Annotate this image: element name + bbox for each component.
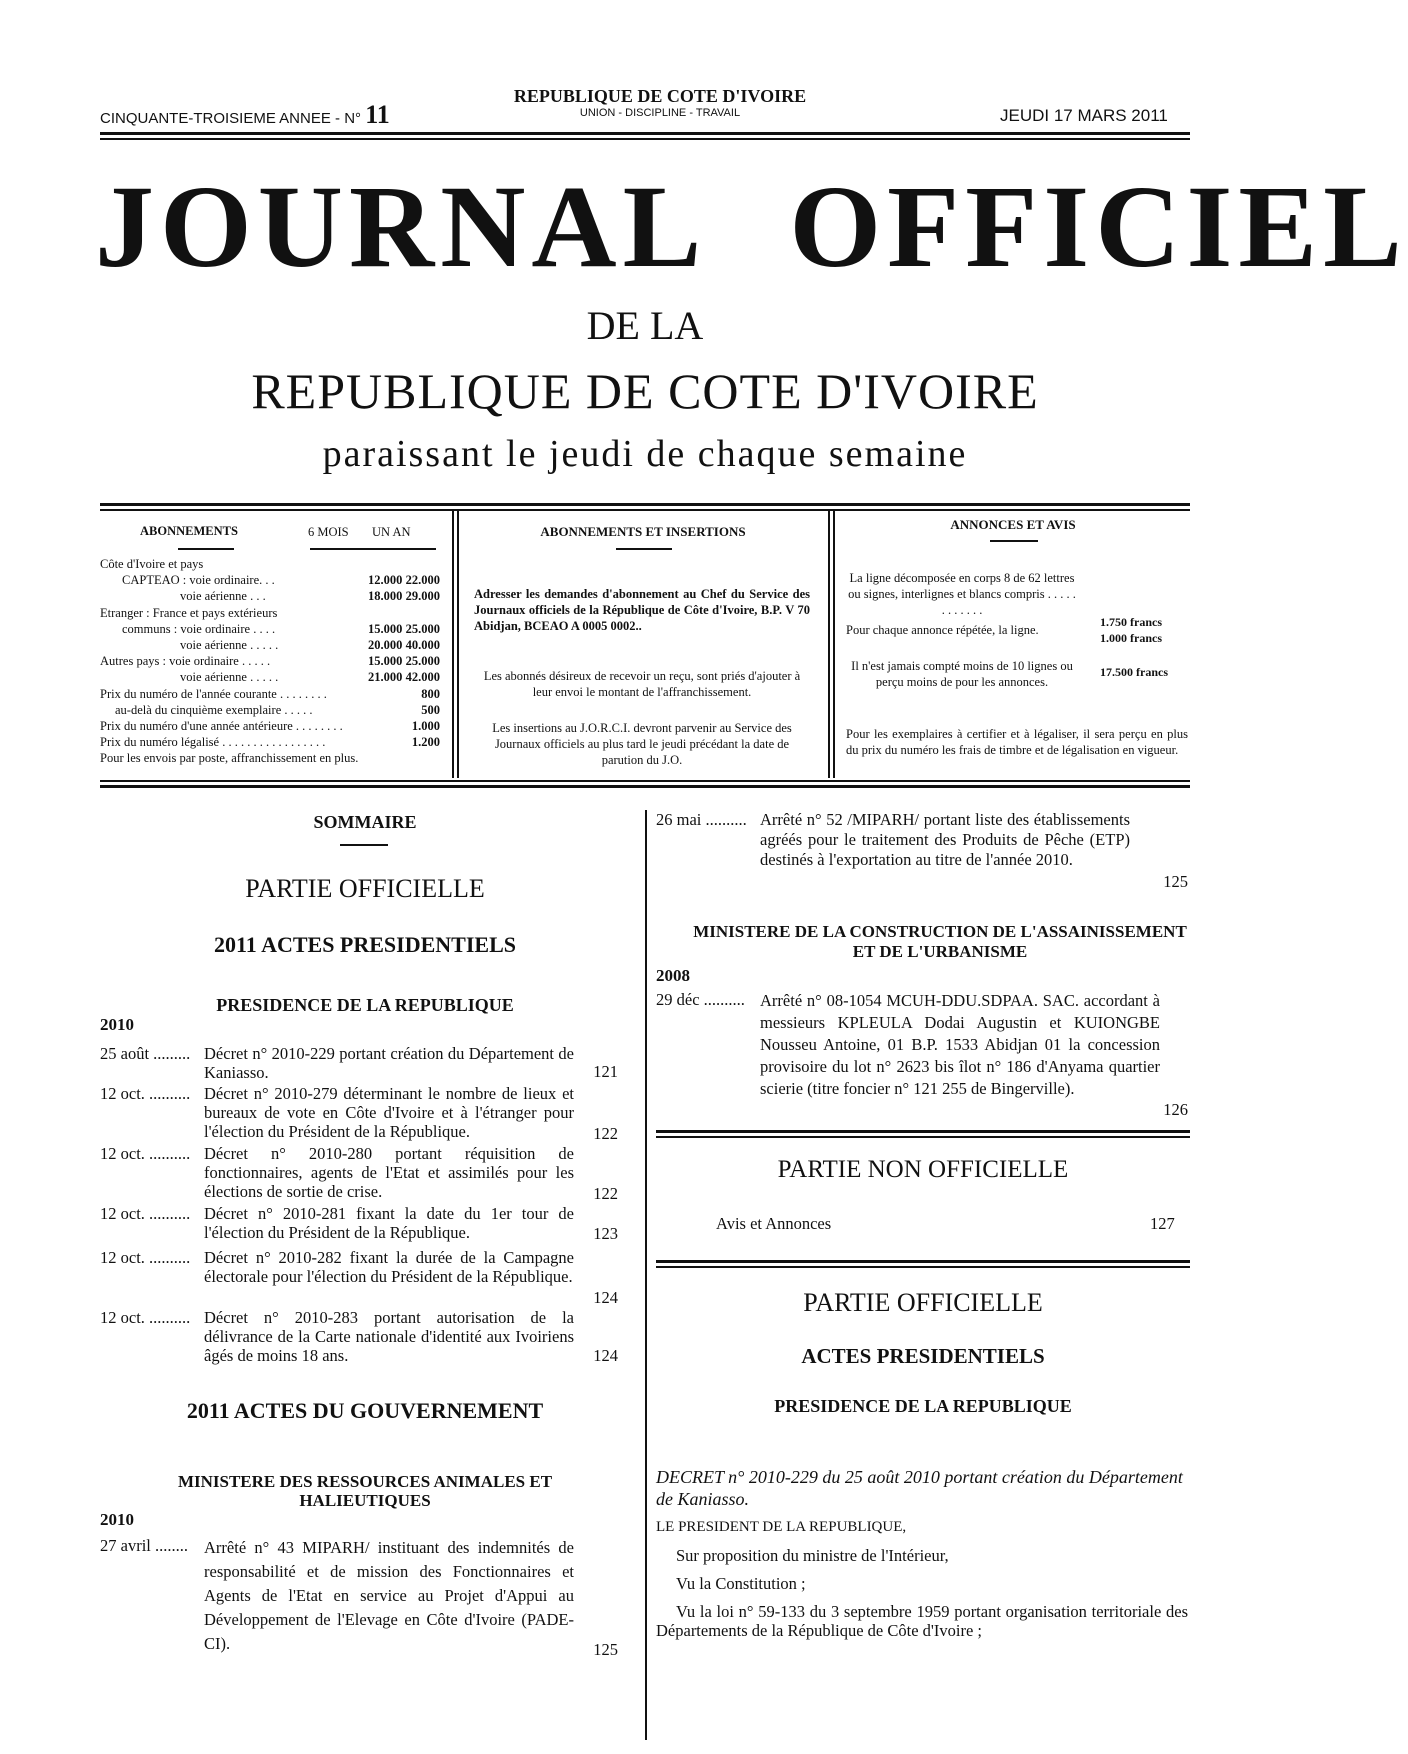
abonnement-label: voie aérienne . . . . . xyxy=(180,670,279,685)
rule-body-top xyxy=(656,1260,1190,1263)
decret-title: DECRET n° 2010-229 du 25 août 2010 portant création du Département de Kaniasso. xyxy=(656,1467,1183,1509)
abonnements-title-underline xyxy=(178,548,234,550)
box-bottom-rule xyxy=(100,785,1190,788)
entry-text: Arrêté n° 08-1054 MCUH-DDU.SDPAA. SAC. accordant à messieurs KPLEULA Dodai Augustin et KUIONGBE Nousseu Antoine, 01 B.P. 1533 Abidjan 01 la concession provisoire du lot n° 2623 bis îlot n° 186 d'Anyama quartier scierie (titre foncier n° 121 255 de Bingerville). xyxy=(760,991,1160,1098)
body-actes-presidentiels: ACTES PRESIDENTIELS xyxy=(801,1344,1045,1368)
box-divider-2b xyxy=(833,510,835,778)
masthead-word-officiel: OFFICIEL xyxy=(789,161,1408,292)
entry-date: 12 oct. .......... xyxy=(100,1248,191,1267)
rule-non-off-top xyxy=(656,1130,1190,1133)
insertions-p3: Les insertions au J.O.R.C.I. devront parvenir au Service des Journaux officiels au plus tard le jeudi précédant la date de parution du J.O. xyxy=(492,721,792,768)
body-line-3: Vu la loi n° 59-133 du 3 septembre 1959 portant organisation territoriale des Départements de la République de Côte d'Ivoire ; xyxy=(656,1602,1188,1640)
entry-text: Décret n° 2010-282 fixant la durée de la Campagne électorale pour l'élection du Président de la République. xyxy=(204,1248,574,1286)
abonnement-label: au-delà du cinquième exemplaire . . . . . xyxy=(115,702,313,717)
republic-name: REPUBLIQUE DE COTE D'IVOIRE xyxy=(513,86,807,106)
issue-date: JEUDI 17 MARS 2011 xyxy=(1000,106,1168,125)
abonnement-unan-value: 1.200 xyxy=(411,735,440,750)
abonnement-unan-value: 42.000 xyxy=(405,670,440,685)
president-line: LE PRESIDENT DE LA REPUBLIQUE, xyxy=(656,1519,907,1535)
motto: UNION - DISCIPLINE - TRAVAIL xyxy=(579,107,741,119)
entry-text: Arrêté n° 52 /MIPARH/ portant liste des établissements agréés pour le traitement des Produits de Pêche (ETP) destinés à l'exportation au titre de l'année 2010. xyxy=(760,810,1130,869)
sommaire-title: SOMMAIRE xyxy=(313,812,417,832)
abonnement-unan-value: 25.000 xyxy=(405,654,440,669)
box-bottom-rule-thin xyxy=(100,780,1190,782)
entry-page-number: 122 xyxy=(593,1124,618,1143)
entry-date: 27 avril ........ xyxy=(100,1536,188,1555)
abonnements-title: ABONNEMENTS xyxy=(140,524,238,538)
annonces-title-underline xyxy=(990,540,1038,542)
sommaire-actes-gouvernement: 2011 ACTES DU GOUVERNEMENT xyxy=(186,1398,544,1423)
sommaire-actes-presidentiels: 2011 ACTES PRESIDENTIELS xyxy=(214,932,516,957)
entry-date: 25 août ......... xyxy=(100,1044,191,1063)
year-2010b: 2010 xyxy=(100,1510,134,1529)
entry-page-number: 124 xyxy=(593,1288,618,1307)
box-top-rule xyxy=(100,503,1190,506)
rule-body-top-thin xyxy=(656,1266,1190,1268)
year-2010: 2010 xyxy=(100,1015,134,1034)
entry-date: 26 mai .......... xyxy=(656,810,747,829)
abonnement-unan-value: 800 xyxy=(421,686,440,701)
insertions-p1: Adresser les demandes d'abonnement au Chef du Service des Journaux officiels de la République de Côte d'Ivoire, B.P. V 70 Abidjan, BCEAO A 0005 0002.. xyxy=(474,587,810,634)
edition-prefix: CINQUANTE-TROISIEME ANNEE - N° xyxy=(100,110,362,127)
column-divider xyxy=(645,810,647,1740)
abonnements-col-6mois: 6 MOIS xyxy=(308,525,349,539)
entry-date: 12 oct. .......... xyxy=(100,1308,191,1327)
header-rule xyxy=(100,132,1190,135)
insertions-title: ABONNEMENTS ET INSERTIONS xyxy=(540,524,746,539)
abonnement-label: Prix du numéro d'une année antérieure . . . . . . . . xyxy=(100,719,343,733)
entry-text: Décret n° 2010-229 portant création du Département de Kaniasso. xyxy=(204,1044,574,1082)
entry-text: Décret n° 2010-280 portant réquisition de fonctionnaires, agents de l'Etat et assimilés pour les élections de sortie de crise. xyxy=(204,1144,574,1201)
abonnement-label: Autres pays : voie ordinaire . . . . . xyxy=(100,654,271,669)
abonnements-col-unan: UN AN xyxy=(372,525,411,539)
abonnement-label: voie aérienne . . . . . xyxy=(180,638,279,652)
annonces-p2: Pour chaque annonce répétée, la ligne. xyxy=(846,623,1039,637)
ministere-ressources: MINISTERE DES RESSOURCES ANIMALES ET HALIEUTIQUES xyxy=(177,1472,553,1510)
abonnement-unan-value: 1.000 xyxy=(411,719,440,733)
body-partie-officielle: PARTIE OFFICIELLE xyxy=(803,1288,1043,1317)
header-rule-thin xyxy=(100,138,1190,140)
entry-text: Décret n° 2010-281 fixant la date du 1er tour de l'élection du Président de la République. xyxy=(204,1204,574,1242)
abonnement-label: voie aérienne . . . xyxy=(180,589,266,604)
masthead-de-la: DE LA xyxy=(586,303,704,348)
republic-header xyxy=(470,86,850,119)
abonnements-cols-underline xyxy=(310,548,436,550)
masthead-republic: REPUBLIQUE DE COTE D'IVOIRE xyxy=(251,363,1039,419)
abonnement-label: Prix du numéro de l'année courante . . . . . . . . xyxy=(100,686,327,701)
avis-page: 127 xyxy=(1150,1214,1175,1233)
abonnement-6mois-value: 12.000 xyxy=(368,573,403,588)
entry-page-number: 122 xyxy=(593,1184,618,1203)
abonnement-label: Etranger : France et pays extérieurs xyxy=(100,605,278,620)
abonnement-unan-value: 22.000 xyxy=(405,573,440,588)
body-line-1: Sur proposition du ministre de l'Intérieur, xyxy=(676,1546,949,1565)
masthead-title xyxy=(95,161,1408,292)
abonnement-unan-value: 25.000 xyxy=(405,621,440,636)
abonnement-label: communs : voie ordinaire . . . . xyxy=(122,621,276,636)
ministere-construction: MINISTERE DE LA CONSTRUCTION DE L'ASSAINISSEMENT ET DE L'URBANISME xyxy=(693,922,1187,961)
entry-page-number: 126 xyxy=(1163,1100,1188,1119)
masthead-word-journal: JOURNAL xyxy=(95,161,708,292)
entry-text: Arrêté n° 43 MIPARH/ instituant des indemnités de responsabilité et de mission des Fonctionnaires et Agents de l'Etat en service au Projet d'Appui au Développement de l'Elevage en Côte d'Ivoire (PADE-CI). xyxy=(204,1538,574,1653)
entry-page-number: 123 xyxy=(593,1224,618,1243)
box-divider-1b xyxy=(457,510,459,778)
abonnement-unan-value: 500 xyxy=(421,702,440,717)
entry-text: Décret n° 2010-279 déterminant le nombre de lieux et bureaux de vote en Côte d'Ivoire et à l'étranger pour l'élection du Président de la République. xyxy=(204,1084,574,1141)
box-divider-2 xyxy=(828,510,830,778)
abonnement-6mois-value: 20.000 xyxy=(368,638,403,652)
abonnement-6mois-value: 21.000 xyxy=(368,670,403,685)
sommaire-presidence: PRESIDENCE DE LA REPUBLIQUE xyxy=(216,995,514,1015)
abonnement-unan-value: 29.000 xyxy=(405,589,440,604)
entry-page-number: 121 xyxy=(593,1062,618,1081)
annonces-p1: La ligne décomposée en corps 8 de 62 lettres ou signes, interlignes et blancs compris . . . . . . . . . . . . xyxy=(848,571,1076,618)
abonnement-label: Pour les envois par poste, affranchissement en plus. xyxy=(100,751,359,766)
abonnement-6mois-value: 15.000 xyxy=(368,621,403,636)
entry-date: 12 oct. .......... xyxy=(100,1204,191,1223)
abonnement-label: CAPTEAO : voie ordinaire. . . xyxy=(122,573,275,588)
box-divider-1 xyxy=(452,510,454,778)
insertions-p2: Les abonnés désireux de recevoir un reçu, sont priés d'ajouter à leur envoi le montant de l'affranchissement. xyxy=(483,669,801,700)
entry-date: 29 déc .......... xyxy=(656,990,745,1009)
entry-page-number: 125 xyxy=(1163,872,1188,891)
abonnement-6mois-value: 15.000 xyxy=(368,654,403,669)
masthead-tagline: paraissant le jeudi de chaque semaine xyxy=(322,433,968,475)
abonnement-6mois-value: 18.000 xyxy=(368,589,403,604)
edition-number: 11 xyxy=(365,100,390,129)
abonnement-label: Côte d'Ivoire et pays xyxy=(100,557,204,571)
avis-et-annonces: Avis et Annonces xyxy=(716,1214,832,1233)
edition-line xyxy=(100,100,390,130)
annonces-p1-price: 1.750 francs xyxy=(1100,615,1162,629)
body-presidence: PRESIDENCE DE LA REPUBLIQUE xyxy=(774,1396,1072,1416)
body-line-2: Vu la Constitution ; xyxy=(676,1574,806,1593)
sommaire-partie-officielle: PARTIE OFFICIELLE xyxy=(245,874,485,903)
annonces-title: ANNONCES ET AVIS xyxy=(950,517,1076,532)
year-2008: 2008 xyxy=(656,966,690,985)
entry-text: Décret n° 2010-283 portant autorisation de la délivrance de la Carte nationale d'identité aux Ivoiriens âgés de moins 18 ans. xyxy=(204,1308,574,1365)
annonces-p3-price: 17.500 francs xyxy=(1100,665,1168,679)
partie-non-officielle: PARTIE NON OFFICIELLE xyxy=(777,1156,1069,1183)
abonnement-unan-value: 40.000 xyxy=(405,638,440,652)
entry-date: 12 oct. .......... xyxy=(100,1144,191,1163)
entry-page-number: 124 xyxy=(593,1346,618,1365)
box-top-rule-thin xyxy=(100,509,1190,511)
annonces-p3: Il n'est jamais compté moins de 10 lignes ou perçu moins de pour les annonces. xyxy=(851,659,1073,690)
annonces-p4: Pour les exemplaires à certifier et à légaliser, il sera perçu en plus du prix du numéro les frais de timbre et de légalisation en vigueur. xyxy=(846,727,1188,758)
annonces-p2-price: 1.000 francs xyxy=(1100,631,1162,645)
abonnement-label: Prix du numéro légalisé . . . . . . . . . . . . . . . . . xyxy=(100,735,326,750)
rule-non-off-top-thin xyxy=(656,1136,1190,1138)
entry-page-number: 125 xyxy=(593,1640,618,1659)
entry-date: 12 oct. .......... xyxy=(100,1084,191,1103)
insertions-title-underline xyxy=(616,548,672,550)
sommaire-underline xyxy=(340,844,388,846)
